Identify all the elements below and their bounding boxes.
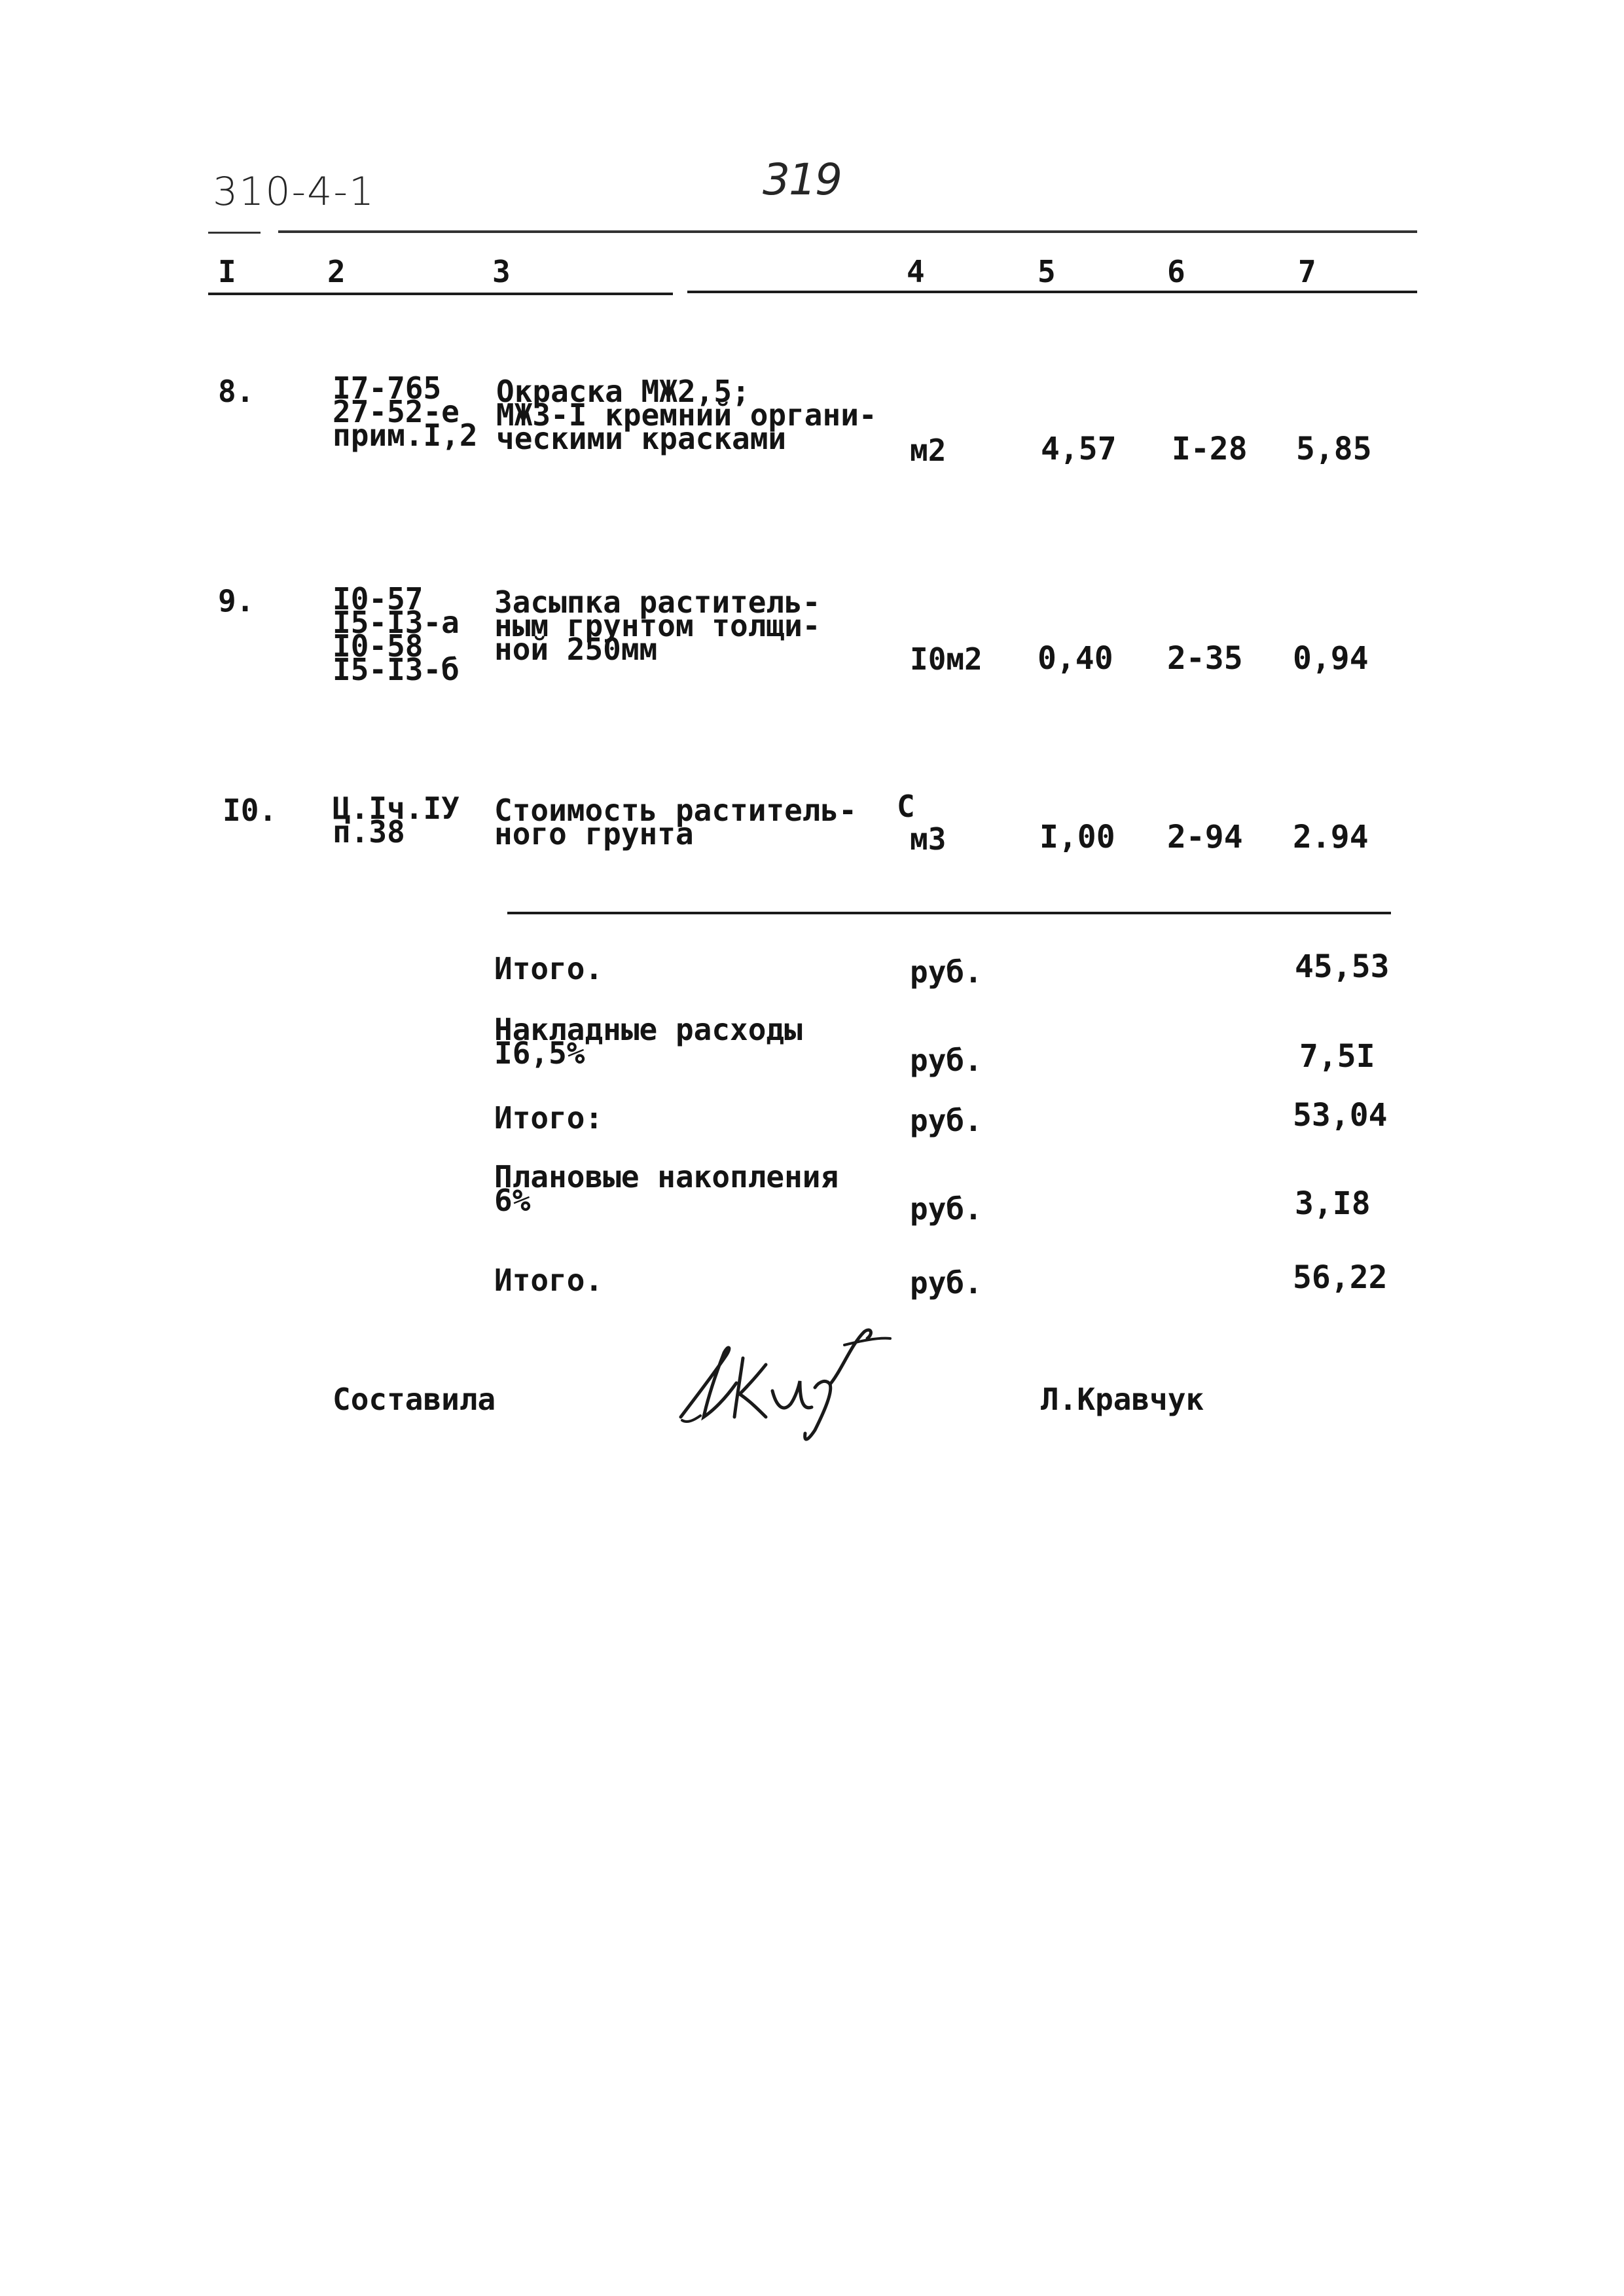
row-description: Окраска МЖ2,5; МЖ3-I кремний органи- ческими красками <box>496 374 877 456</box>
row-total: 5,85 <box>1296 431 1372 467</box>
header-bottom-rule-left <box>208 293 673 295</box>
col-header-5: 5 <box>1038 254 1056 289</box>
row-number: 8. <box>218 374 255 409</box>
summary-unit: руб. <box>910 1043 983 1078</box>
summary-unit: руб. <box>910 1103 983 1138</box>
summary-value: 45,53 <box>1295 948 1390 985</box>
row-unit: м3 <box>910 821 947 857</box>
row-quantity: I,00 <box>1039 819 1115 855</box>
row-codes: I0-57 I5-I3-а I0-58 I5-I3-б <box>333 581 460 687</box>
summary-value: 56,22 <box>1293 1259 1388 1296</box>
summary-label: Итого. <box>494 1263 604 1298</box>
row-unit: I0м2 <box>910 641 983 677</box>
row-quantity: 0,40 <box>1038 640 1113 677</box>
row-total: 0,94 <box>1293 640 1369 677</box>
col-header-6: 6 <box>1167 254 1185 289</box>
totals-rule <box>507 912 1391 914</box>
summary-label: Накладные расходы I6,5% <box>494 1012 803 1071</box>
col-header-1: I <box>218 254 236 289</box>
summary-label: Итого: <box>494 1100 604 1136</box>
summary-unit: руб. <box>910 1265 983 1300</box>
row-unit-prefix: С <box>897 789 915 824</box>
summary-value: 3,I8 <box>1295 1185 1371 1222</box>
summary-value: 7,5I <box>1299 1038 1375 1075</box>
handwritten-signature <box>674 1319 897 1450</box>
header-top-rule-left <box>208 232 261 234</box>
col-header-3: 3 <box>492 254 511 289</box>
compiled-by-label: Составила <box>333 1382 496 1417</box>
summary-label: Итого. <box>494 951 604 986</box>
summary-value: 53,04 <box>1293 1097 1388 1134</box>
document-code: 310-4-1 <box>213 169 376 215</box>
col-header-2: 2 <box>327 254 346 289</box>
row-quantity: 4,57 <box>1041 431 1117 467</box>
row-description: Засыпка раститель- ным грунтом толщи- ной 250мм <box>494 584 821 667</box>
row-codes: I7-765 27-52-е прим.I,2 <box>333 370 478 453</box>
row-codes: Ц.Iч.IУ п.38 <box>333 791 460 850</box>
col-header-7: 7 <box>1298 254 1316 289</box>
row-unit-price: I-28 <box>1172 431 1248 467</box>
row-unit: м2 <box>910 433 947 468</box>
header-bottom-rule-right <box>687 291 1417 293</box>
row-number: I0. <box>223 793 278 828</box>
summary-label: Плановые накопления 6% <box>494 1159 839 1218</box>
summary-unit: руб. <box>910 1191 983 1227</box>
row-total: 2.94 <box>1293 819 1369 855</box>
row-unit-price: 2-35 <box>1167 640 1243 677</box>
row-description: Стоимость раститель- ного грунта <box>494 793 857 852</box>
page-number: 319 <box>763 154 841 205</box>
header-top-rule-right <box>278 230 1417 233</box>
col-header-4: 4 <box>907 254 925 289</box>
row-unit-price: 2-94 <box>1167 819 1243 855</box>
signer-name: Л.Кравчук <box>1041 1382 1204 1417</box>
summary-unit: руб. <box>910 954 983 990</box>
row-number: 9. <box>218 583 255 619</box>
